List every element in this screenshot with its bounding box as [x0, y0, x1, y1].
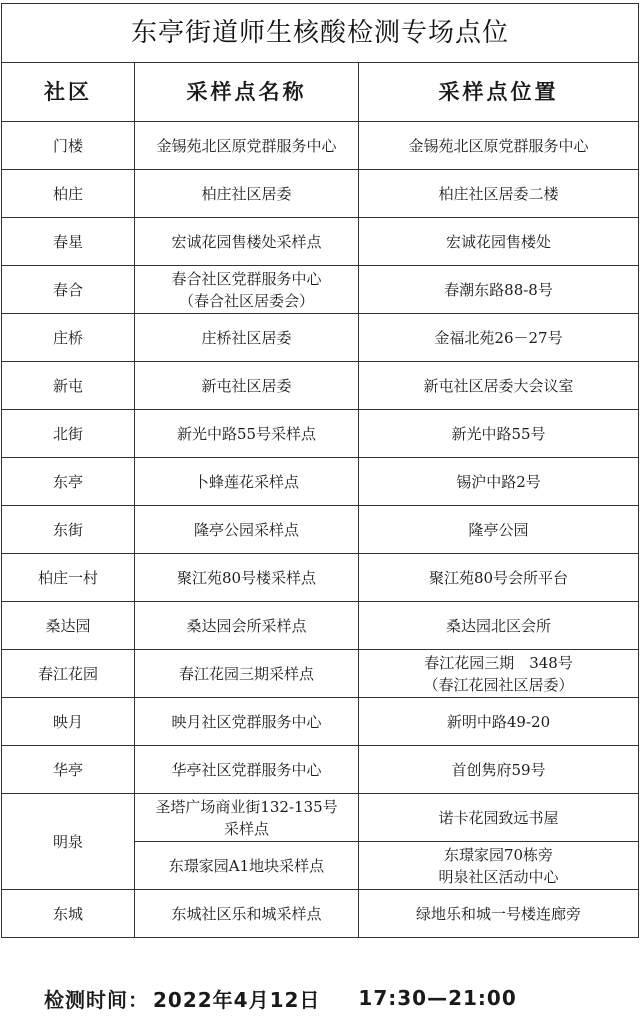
site-location-cell	[359, 410, 639, 458]
table-row	[2, 650, 639, 698]
header-site-name: 采样点名称	[135, 63, 359, 122]
site-location-cell	[359, 746, 639, 794]
table-row	[2, 698, 639, 746]
site-name-cell	[135, 266, 359, 314]
site-name-cell	[135, 602, 359, 650]
site-name-cell	[135, 458, 359, 506]
community-cell: 东亭	[2, 458, 135, 506]
site-location-cell-line: 金福北苑26－27号	[434, 328, 563, 347]
site-location-cell-line: 新屯社区居委大会议室	[423, 376, 574, 395]
community-cell: 北街	[2, 410, 135, 458]
site-name-cell-line: 采样点	[223, 819, 269, 838]
header-community: 社区	[2, 63, 135, 122]
table-row	[2, 554, 639, 602]
site-name-cell	[135, 362, 359, 410]
site-location-cell	[359, 266, 639, 314]
site-location-cell	[359, 362, 639, 410]
site-location-cell-line: 明泉社区活动中心	[438, 867, 559, 886]
site-location-cell-line: 桑达园北区会所	[446, 616, 552, 635]
community-cell: 柏庄一村	[2, 554, 135, 602]
testing-sites-table	[1, 3, 639, 938]
table-row	[2, 122, 639, 170]
site-name-cell	[135, 506, 359, 554]
community-cell: 春星	[2, 218, 135, 266]
site-name-cell-line: 东城社区乐和城采样点	[171, 904, 322, 923]
table-row	[2, 506, 639, 554]
site-location-cell-line: 首创隽府59号	[451, 760, 546, 779]
community-cell: 门楼	[2, 122, 135, 170]
site-name-cell	[135, 842, 359, 890]
site-location-cell	[359, 314, 639, 362]
community-cell: 华亭	[2, 746, 135, 794]
site-location-cell-line: 新光中路55号	[451, 424, 546, 443]
test-date: 2022年4月12日	[153, 987, 321, 1012]
site-name-cell-line: 春合社区党群服务中心	[171, 269, 322, 288]
community-cell: 东街	[2, 506, 135, 554]
site-location-cell-line: 东璟家园70栋旁	[443, 845, 554, 864]
community-cell: 东城	[2, 890, 135, 938]
site-name-cell-line: 桑达园会所采样点	[186, 616, 307, 635]
site-name-cell	[135, 170, 359, 218]
site-name-cell-line: 柏庄社区居委	[201, 184, 292, 203]
site-location-cell-line: （春江花园社区居委）	[423, 675, 574, 694]
site-name-cell-line: 聚江苑80号楼采样点	[176, 568, 317, 587]
community-cell: 明泉	[2, 794, 135, 890]
site-location-cell-line: 春潮东路88-8号	[444, 280, 553, 299]
site-location-cell-line: 柏庄社区居委二楼	[438, 184, 559, 203]
site-location-cell	[359, 506, 639, 554]
site-name-cell-line: 圣塔广场商业街132-135号	[155, 797, 338, 816]
site-name-cell	[135, 890, 359, 938]
site-name-cell	[135, 794, 359, 842]
table-row	[2, 602, 639, 650]
site-name-cell-line: 卜蜂莲花采样点	[193, 472, 299, 491]
table-row	[2, 746, 639, 794]
site-location-cell	[359, 458, 639, 506]
test-time-footer	[0, 983, 640, 1013]
table-row	[2, 410, 639, 458]
site-location-cell	[359, 122, 639, 170]
site-name-cell	[135, 314, 359, 362]
table-row	[2, 794, 639, 842]
community-cell: 柏庄	[2, 170, 135, 218]
site-name-cell-line: 宏诚花园售楼处采样点	[171, 232, 322, 251]
site-name-cell-line: 东璟家园A1地块采样点	[168, 856, 325, 875]
site-name-cell-line: 映月社区党群服务中心	[171, 712, 322, 731]
table-row	[2, 362, 639, 410]
site-location-cell	[359, 602, 639, 650]
site-name-cell-line: 隆亭公园采样点	[193, 520, 299, 539]
header-site-location: 采样点位置	[359, 63, 639, 122]
site-name-cell-line: 金锡苑北区原党群服务中心	[156, 136, 337, 155]
site-location-cell	[359, 170, 639, 218]
community-cell: 映月	[2, 698, 135, 746]
table-row	[2, 170, 639, 218]
test-time-range: 17:30—21:00	[358, 986, 517, 1010]
table-row	[2, 314, 639, 362]
community-cell: 桑达园	[2, 602, 135, 650]
site-location-cell	[359, 554, 639, 602]
site-location-cell-line: 聚江苑80号会所平台	[428, 568, 569, 587]
test-time-label: 检测时间：	[44, 987, 149, 1012]
community-cell: 庄桥	[2, 314, 135, 362]
site-name-cell	[135, 698, 359, 746]
site-location-cell	[359, 842, 639, 890]
site-location-cell-line: 绿地乐和城一号楼连廊旁	[416, 904, 582, 923]
site-location-cell-line: 春江花园三期 348号	[424, 653, 573, 672]
site-location-cell-line: 诺卡花园致远书屋	[438, 808, 559, 827]
site-name-cell-line: 春江花园三期采样点	[178, 664, 314, 683]
site-name-cell-line: 华亭社区党群服务中心	[171, 760, 322, 779]
table-row	[2, 890, 639, 938]
site-name-cell	[135, 746, 359, 794]
site-name-cell	[135, 650, 359, 698]
site-name-cell-line: 新屯社区居委	[201, 376, 292, 395]
site-location-cell	[359, 218, 639, 266]
site-location-cell-line: 宏诚花园售楼处	[446, 232, 552, 251]
community-cell: 春合	[2, 266, 135, 314]
site-location-cell-line: 金锡苑北区原党群服务中心	[408, 136, 589, 155]
site-name-cell	[135, 410, 359, 458]
site-location-cell	[359, 698, 639, 746]
site-name-cell	[135, 218, 359, 266]
site-location-cell	[359, 890, 639, 938]
site-name-cell-line: （春合社区居委会）	[178, 291, 314, 310]
site-name-cell-line: 新光中路55号采样点	[176, 424, 317, 443]
site-location-cell-line: 锡沪中路2号	[456, 472, 541, 491]
table-title: 东亭街道师生核酸检测专场点位	[2, 4, 639, 63]
table-row	[2, 218, 639, 266]
community-cell: 新屯	[2, 362, 135, 410]
site-location-cell-line: 隆亭公园	[468, 520, 529, 539]
table-row	[2, 266, 639, 314]
community-cell: 春江花园	[2, 650, 135, 698]
site-name-cell	[135, 122, 359, 170]
site-location-cell	[359, 794, 639, 842]
table-row	[2, 458, 639, 506]
site-name-cell-line: 庄桥社区居委	[201, 328, 292, 347]
site-name-cell	[135, 554, 359, 602]
site-location-cell-line: 新明中路49-20	[446, 712, 551, 731]
site-location-cell	[359, 650, 639, 698]
